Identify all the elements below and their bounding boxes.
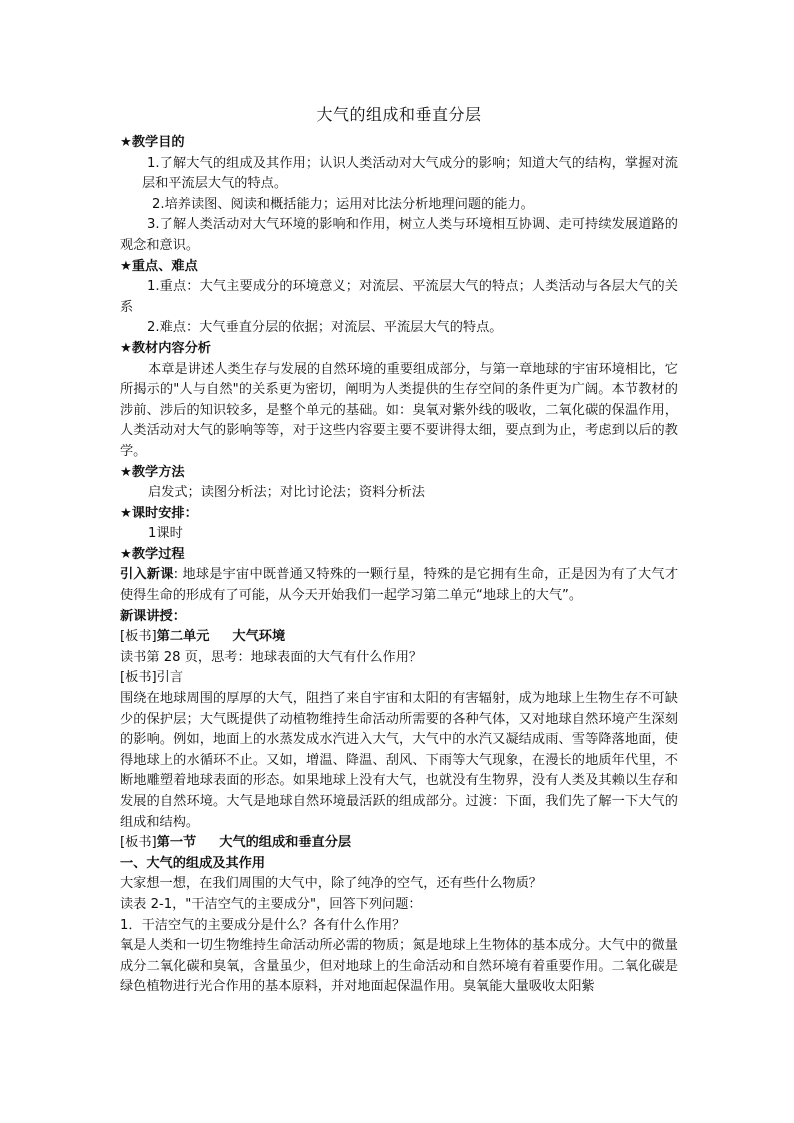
analysis-body: 本章是讲述人类生存与发展的自然环境的重要组成部分，与第一章地球的宇宙环境相比，它所揭示的"人与自然"的关系更为密切，阐明为人类提供的生存空间的条件更为广阔。本节教材的涉前、涉后的知识较多，是整个单元的基础。如：臭氧对紫外线的吸收，二氧化碳的保温作用，人类活动对大气的影响等等，对于这些内容要主要不要讲得太细，要点到为止，考虑到以后的教学。 [120, 361, 678, 459]
composition-paragraph: 氧是人类和一切生物维持生命活动所必需的物质；氮是地球上生物体的基本成分。大气中的微量成分二氧化碳和臭氧，含量虽少，但对地球上的生命活动和自然环境有着重要作用。二氧化碳是绿色植物进行光合作用的基本原料，并对地面起保温作用。臭氧能大量吸收太阳紫 [120, 938, 678, 995]
process-heading: ★教学过程 [120, 546, 185, 562]
intro-label: 引入新课 [120, 567, 174, 583]
intro-paragraph [120, 565, 678, 606]
goals-item-3: 3.了解人类活动对大气环境的影响和作用，树立人类与环境相互协调、走可持续发展道路的观念和意识。 [120, 217, 678, 253]
document-title: 大气的组成和垂直分层 [316, 105, 482, 124]
document-content [120, 104, 678, 998]
new-lesson-label: 新课讲授： [120, 608, 186, 624]
question-line: 大家想一想，在我们周围的大气中，除了纯净的空气，还有些什么物质？ [120, 876, 542, 892]
goals-item-1: 1.了解大气的组成及其作用；认识人类活动对大气成分的影响；知道大气的结构，掌握对流层和平流层大气的特点。 [142, 155, 678, 192]
board-2: [板书]引言 [120, 670, 184, 686]
goals-item-2: 2.培养读图、阅读和概括能力；运用对比法分析地理问题的能力。 [152, 196, 534, 212]
schedule-body: 1课时 [148, 526, 183, 542]
board-3-text: 第一节 大气的组成和垂直分层 [156, 835, 352, 851]
goals-heading: ★教学目的 [120, 135, 185, 150]
board-1-text: 第二单元 大气环境 [156, 629, 286, 645]
read-book-line: 读书第 28 页，思考：地球表面的大气有什么作用？ [120, 649, 423, 665]
keypoints-item-1: 1.重点：大气主要成分的环境意义；对流层、平流层大气的特点；人类活动与各层大气的关系 [120, 279, 678, 315]
methods-heading: ★教学方法 [120, 464, 185, 480]
board-1 [120, 627, 678, 648]
subsection-1-heading: 一、大气的组成及其作用 [120, 855, 266, 871]
read-table-line: 读表 2-1，"干洁空气的主要成分"，回答下列问题： [120, 896, 422, 912]
board-3-prefix: [板书] [120, 835, 157, 851]
intro-body-paragraph: 围绕在地球周围的厚厚的大气，阻挡了来自宇宙和太阳的有害辐射，成为地球上生物生存不可缺少的保护层；大气既提供了动植物维持生命活动所需要的各种气体，又对地球自然环境产生深刻的影响。例如，地面上的水蒸发成水汽进入大气，大气中的水汽又凝结成雨、雪等降落地面，使得地球上的水循环不止。又如，增温、降温、刮风、下雨等大气现象，在漫长的地质年代里，不断地雕塑着地球表面的形态。如果地球上没有大气，也就没有生物界，没有人类及其赖以生存和发展的自然环境。大气是地球自然环境最活跃的组成部分。过渡：下面，我们先了解一下大气的组成和结构。 [120, 691, 678, 830]
intro-text: : 地球是宇宙中既普通又特殊的一颗行星，特殊的是它拥有生命，正是因为有了大气才使得生命的形成有了可能，从今天开始我们一起学习第二单元“地球上的大气”。 [120, 567, 679, 604]
board-3 [120, 833, 678, 854]
keypoints-heading: ★重点、难点 [120, 258, 198, 274]
analysis-heading: ★教材内容分析 [120, 340, 211, 356]
schedule-heading: ★课时安排： [120, 505, 198, 521]
keypoints-item-2: 2.难点：大气垂直分层的依据；对流层、平流层大气的特点。 [147, 320, 503, 336]
question-1: 1．干洁空气的主要成分是什么？各有什么作用？ [120, 917, 406, 933]
methods-body: 启发式；读图分析法；对比讨论法；资料分析法 [148, 485, 425, 501]
board-1-prefix: [板书] [120, 629, 157, 645]
